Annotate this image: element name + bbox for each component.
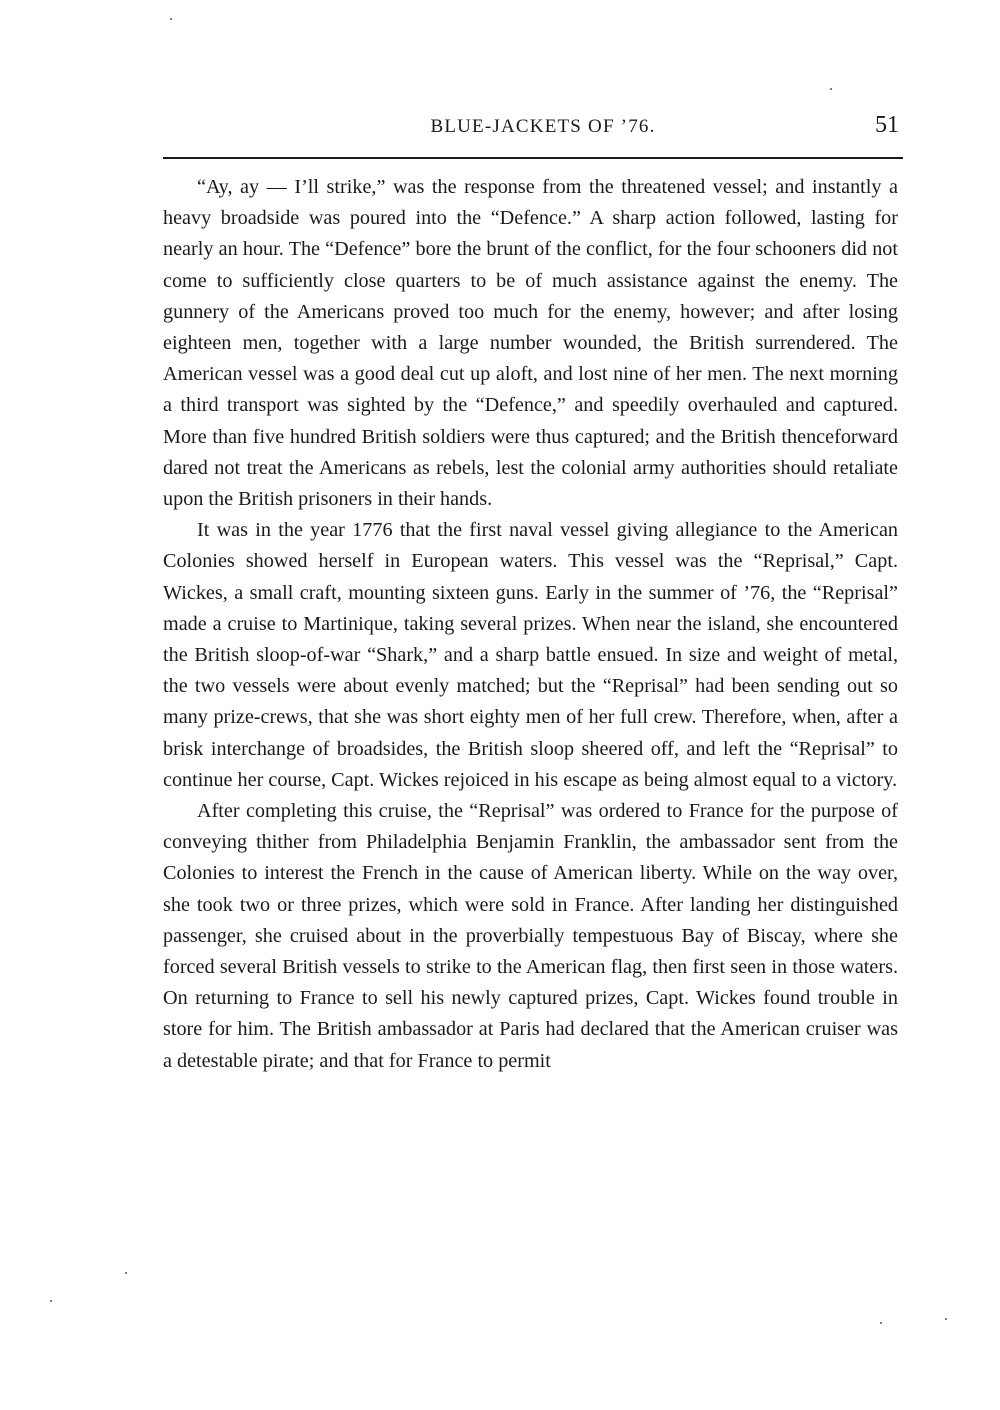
paragraph: After completing this cruise, the “Reprisal” was ordered to France for the purpose of conveying thither from Philadelphia Benjamin Franklin, the ambassador sent from the Colonies to interest the French in the cause of American liberty. While on the way over, she took two or three prizes, which were sold in France. After landing her distinguished passenger, she cruised about in the proverbially tempestuous Bay of Biscay, where she forced several British vessels to strike to the American flag, then first seen in those waters. On returning to France to sell his newly captured prizes, Capt. Wickes found trouble in store for him. The British ambassador at Paris had declared that the American cruiser was a detestable pirate; and that for France to permit bbox=[163, 800, 898, 1072]
running-head bbox=[163, 110, 903, 150]
scan-speck bbox=[170, 18, 172, 20]
running-title: BLUE-JACKETS OF ’76. bbox=[430, 116, 656, 137]
header-rule bbox=[163, 157, 903, 159]
scan-speck bbox=[50, 1300, 52, 1302]
paragraph: It was in the year 1776 that the first naval vessel giving allegiance to the American Colonies showed herself in European waters. This vessel was the “Reprisal,” Capt. Wickes, a small craft, mounting sixteen guns. Early in the summer of ’76, the “Reprisal” made a cruise to Martinique, taking several prizes. When near the island, she encountered the British sloop-of-war “Shark,” and a sharp battle ensued. In size and weight of metal, the two vessels were about evenly matched; but the “Reprisal” had been sending out so many prize-crews, that she was short eighty men of her full crew. Therefore, when, after a brisk interchange of broadsides, the British sloop sheered off, and left the “Reprisal” to continue her course, Capt. Wickes rejoiced in his escape as being almost equal to a victory. bbox=[163, 519, 898, 791]
scan-speck bbox=[125, 1272, 127, 1274]
page-number: 51 bbox=[875, 112, 899, 138]
paragraph: “Ay, ay — I’ll strike,” was the response from the threatened vessel; and instantly a heavy broadside was poured into the “Defence.” A sharp action followed, lasting for nearly an hour. The “Defence” bore the brunt of the conflict, for the four schooners did not come to sufficiently close quarters to be of much assistance against the enemy. The gunnery of the Americans proved too much for the enemy, however; and after losing eighteen men, together with a large number wounded, the British surrendered. The American vessel was a good deal cut up aloft, and lost nine of her men. The next morning a third transport was sighted by the “Defence,” and speedily overhauled and captured. More than five hundred British soldiers were thus captured; and the British thenceforward dared not treat the Americans as rebels, lest the colonial army authorities should retaliate upon the British prisoners in their hands. bbox=[163, 176, 898, 511]
scan-speck bbox=[880, 1322, 882, 1324]
body-text bbox=[163, 172, 898, 1077]
scan-speck bbox=[830, 88, 832, 90]
scan-speck bbox=[945, 1318, 947, 1320]
